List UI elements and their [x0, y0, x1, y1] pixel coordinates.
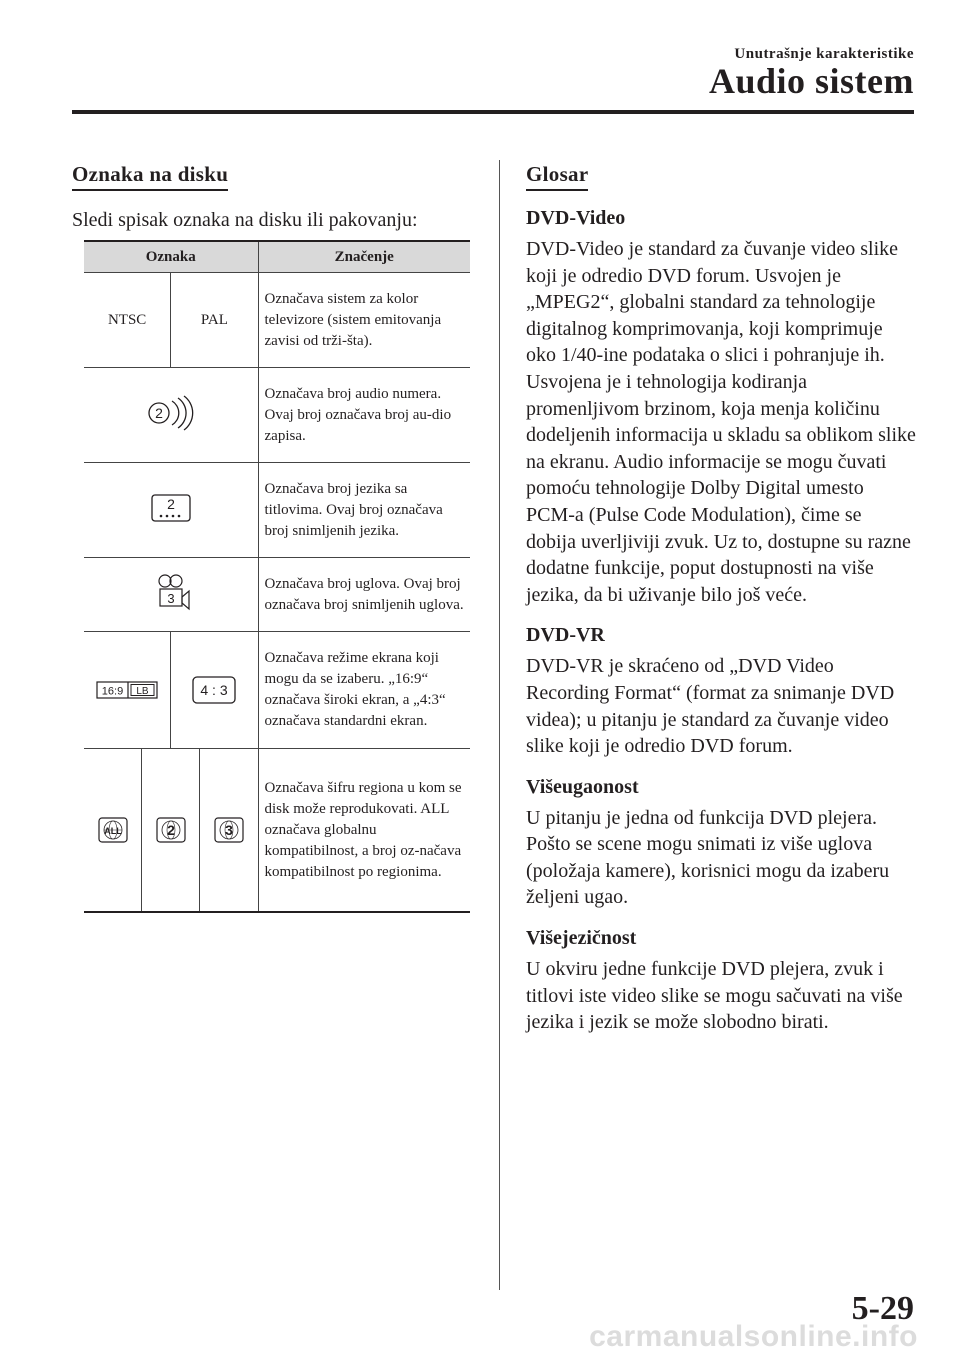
section-title-disc-marks: Oznaka na disku: [72, 162, 228, 191]
glossary-definition: DVD-Video je standard za čuvanje video slike koji je odredio DVD forum. Usvojen je „MPEG2“, globalni standard za tehnologije digitalnog komprimovanja, koji komprimuje oko 1/40-ine podataka o slici i pohranjuje ih. Usvojena je i tehnologija kodiranja promenljivom brzinom, koja menja količinu dodeljenih informacija u skladu sa oblikom slike na ekranu. Audio informacije se mogu čuvati pomoću tehnologije Dolby Digital umesto PCM-a (Pulse Code Modulation), čime se dobija uverljiviji zvuk. Uz to, dostupne su razne dodatne funkcije, poput dostupnosti na više jezika, da bi uživanje bilo još veće.: [526, 238, 916, 606]
pal-mark: PAL: [170, 273, 257, 367]
header-rule: [72, 110, 914, 114]
widescreen-label: 16:9: [101, 685, 124, 698]
mark-description: Označava broj uglova. Ovaj broj označava broj snimljenih uglova.: [258, 558, 470, 632]
standard-screen-label: 4 : 3: [200, 682, 228, 698]
mark-description: Označava broj audio numera. Ovaj broj označava broj au-dio zapisa.: [258, 368, 470, 463]
standard-screen-icon: [191, 674, 237, 706]
audio-track-number: 2: [154, 404, 163, 421]
column-divider: [499, 160, 500, 1290]
watermark-link[interactable]: carmanualsonline.info: [589, 1320, 918, 1353]
region-all-label: ALL: [103, 826, 122, 836]
table-row: [84, 749, 470, 913]
left-column: [72, 162, 472, 233]
glossary-term: Višejezičnost: [526, 927, 637, 950]
mark-description: Označava sistem za kolor televizore (sistem emitovanja zavisi od trži-šta).: [258, 273, 470, 368]
glossary-entry: [526, 776, 916, 911]
region-2-icon: [156, 817, 186, 843]
mark-description: Označava broj jezika sa titlovima. Ovaj broj označava broj snimljenih jezika.: [258, 463, 470, 558]
table-row: [84, 368, 470, 463]
subtitle-number: 2: [166, 495, 175, 512]
glossary-entry: [526, 927, 916, 1036]
ntsc-mark: NTSC: [107, 311, 147, 328]
region-3-icon: [214, 817, 244, 843]
glossary-entry: [526, 624, 916, 759]
column-header-mark: Oznaka: [84, 241, 258, 273]
table-row: [84, 463, 470, 558]
intro-text: Sledi spisak oznaka na disku ili pakovanju:: [72, 209, 418, 231]
camera-angle-icon: [146, 572, 196, 612]
glossary-term: DVD-VR: [526, 624, 605, 647]
glossary-term: DVD-Video: [526, 207, 626, 229]
disc-marks-table: [84, 240, 470, 913]
camera-angle-number: 3: [167, 591, 175, 606]
mark-description: Označava režime ekrana koji mogu da se izaberu. „16:9“ označava široki ekran, a „4:3“ označava standardni ekran.: [258, 632, 470, 749]
glossary-entry: [526, 207, 916, 608]
right-column: [526, 162, 916, 1036]
section-title-glossary: Glosar: [526, 162, 588, 191]
column-header-meaning: Značenje: [258, 241, 470, 273]
table-row: [84, 558, 470, 632]
mark-description: Označava šifru regiona u kom se disk može reprodukovati. ALL označava globalnu kompatibilnost, a broj oz-načava kompatibilnost po regionima.: [258, 749, 470, 913]
table-row: [84, 632, 470, 749]
region-2-label: 2: [166, 822, 175, 838]
table-row: [84, 273, 470, 368]
glossary-definition: U pitanju je jedna od funkcija DVD plejera. Pošto se scene mogu snimati iz više uglova (položaja kamere), korisnici mogu da izaberu željeni ugao.: [526, 806, 890, 909]
glossary-term: Višeugaonost: [526, 775, 639, 798]
region-3-label: 3: [225, 822, 233, 838]
region-all-icon: [98, 817, 128, 843]
glossary-definition: U okviru jedne funkcije DVD plejera, zvuk i titlovi iste video slike se mogu sačuvati na više jezika i jezik se može slobodno birati.: [526, 958, 903, 1034]
widescreen-icon: [96, 680, 158, 700]
header-subtitle: Unutrašnje karakteristike: [734, 46, 914, 62]
glossary-definition: DVD-VR je skraćeno od „DVD Video Recording Format“ (format za snimanje DVD videa); u pitanju je standard za čuvanje video slike koji je odredio DVD forum.: [526, 655, 895, 758]
letterbox-label: LB: [136, 686, 149, 697]
header-title: Audio sistem: [708, 61, 914, 101]
audio-track-icon: [141, 393, 201, 433]
page-number: 5-29: [851, 1290, 914, 1327]
subtitle-icon: [149, 491, 193, 525]
